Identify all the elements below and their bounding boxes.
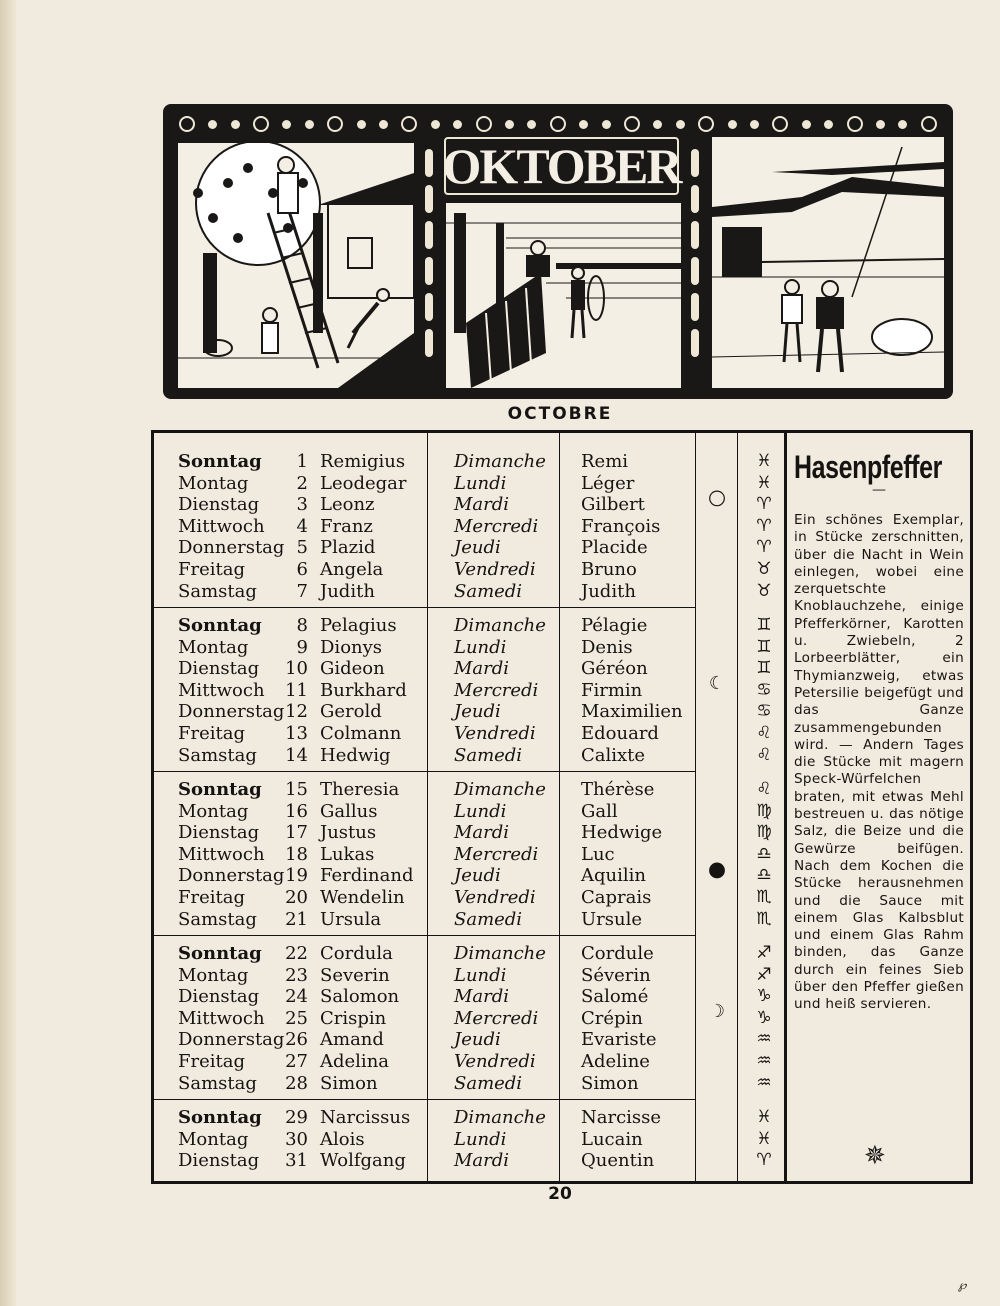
day-number: 21 (285, 908, 308, 930)
month-title-box (444, 137, 679, 195)
saint-name-french: Remi (581, 451, 629, 472)
day-number: 2 (296, 472, 308, 494)
zodiac-icon: ♈ (756, 537, 772, 558)
day-name-french: Vendredi (454, 887, 536, 908)
calendar-day-row (154, 965, 784, 987)
saint-name-french: Narcisse (581, 1107, 662, 1128)
calendar-day-row (154, 1029, 784, 1051)
day-name-french: Vendredi (454, 1051, 536, 1072)
zodiac-icon: ♒ (756, 1051, 772, 1071)
apple-harvest-illustration (176, 141, 416, 390)
saint-name: Judith (320, 580, 375, 602)
day-name-french: Lundi (454, 800, 507, 822)
zodiac-icon: ♌ (756, 744, 772, 765)
day-name: Freitag (178, 723, 245, 744)
day-name-french: Dimanche (454, 451, 546, 472)
calendar-day-row (154, 637, 784, 659)
calendar-day-row (154, 1073, 784, 1095)
recipe-box (794, 441, 964, 1014)
zodiac-icon: ♓ (756, 472, 772, 493)
day-name-french: Samedi (454, 908, 523, 930)
saint-name-french: Evariste (581, 1029, 657, 1051)
saint-name: Wolfgang (320, 1150, 406, 1172)
saint-name-french: Caprais (581, 887, 652, 908)
day-name: Dienstag (178, 658, 260, 680)
day-number: 20 (285, 887, 308, 908)
zodiac-icon: ♓ (756, 1107, 772, 1127)
day-name: Donnerstag (178, 537, 285, 559)
day-number: 17 (285, 822, 308, 844)
saint-name: Narcissus (320, 1107, 411, 1128)
kite-flying-illustration (710, 135, 946, 390)
saint-name-french: Crépin (581, 1007, 643, 1029)
ornament-icon: ✵ (864, 1141, 886, 1171)
day-name-french: Mardi (454, 986, 510, 1008)
week-divider (154, 1099, 695, 1100)
week-divider (154, 935, 695, 936)
day-name: Sonntag (178, 779, 262, 800)
day-number: 31 (285, 1150, 308, 1172)
saint-name-french: Judith (581, 580, 636, 602)
corner-mark: ℘ (958, 1278, 967, 1292)
zodiac-icon: ♊ (756, 658, 772, 679)
saint-name: Angela (320, 559, 384, 580)
saint-name-french: Géréon (581, 658, 648, 680)
moon-phase-icon: ☽ (708, 1001, 726, 1022)
day-name-french: Jeudi (454, 865, 501, 887)
saint-name: Gallus (320, 800, 378, 822)
day-number: 12 (285, 701, 308, 723)
saint-name: Hedwig (320, 744, 391, 766)
saint-name-french: Simon (581, 1072, 639, 1094)
saint-name-french: Aquilin (581, 865, 646, 887)
zodiac-icon: ♒ (756, 1029, 772, 1050)
recipe-text: Ein schönes Exemplar, in Stücke zerschnitten, über die Nacht in Wein einlegen, wobei eine zerquetschte Knoblauchzehe, einige Pfefferkörner, Karotten u. Zwiebeln, 2 Lorbeerblätter, ein Thymianzweig, etwas Petersilie beigefügt und das Ganze zusammengebunden wird. — Andern Tages die Stücke mit magern Speck-Würfelchen braten, mit etwas Mehl bestreuen u. das nötige Salz, die Beize und die Gewürze beifügen. Nach dem Kochen die Stücke herausnehmen und die Sauce mit einem Glas Kalbsblut und einem Glas Rahm binden, das Ganze durch ein feines Sieb über den Pfeffer gießen und heiß servieren. (794, 512, 964, 1013)
calendar-day-row (154, 1129, 784, 1151)
day-name: Mittwoch (178, 515, 265, 537)
day-name-french: Mercredi (454, 515, 539, 537)
saint-name-french: Thérèse (581, 779, 655, 800)
day-number: 30 (285, 1128, 308, 1150)
calendar-day-row (154, 581, 784, 603)
day-number: 15 (285, 779, 308, 800)
day-name: Montag (178, 472, 249, 494)
saint-name: Franz (320, 515, 373, 537)
calendar-day-row (154, 1008, 784, 1030)
calendar-day-row (154, 1150, 784, 1172)
saint-name: Amand (320, 1029, 384, 1051)
zodiac-icon: ♉ (756, 580, 772, 601)
saint-name-french: Gall (581, 800, 618, 822)
calendar-day-row (154, 1107, 784, 1129)
day-number: 9 (296, 636, 308, 658)
zodiac-icon: ♐ (756, 943, 772, 963)
calendar-day-row (154, 1051, 784, 1073)
calendar-day-row (154, 615, 784, 637)
saint-name: Justus (320, 822, 377, 844)
saint-name-french: Edouard (581, 723, 659, 744)
calendar-day-row (154, 451, 784, 473)
saint-name: Dionys (320, 636, 383, 658)
day-number: 28 (285, 1072, 308, 1094)
zodiac-icon: ♎ (756, 865, 772, 886)
saint-name-french: Adeline (581, 1051, 650, 1072)
zodiac-icon: ♌ (756, 779, 772, 799)
zodiac-icon: ♈ (756, 1150, 772, 1171)
saint-name: Ursula (320, 908, 382, 930)
saint-name: Leodegar (320, 472, 407, 494)
zodiac-icon: ♍ (756, 822, 772, 843)
day-name: Mittwoch (178, 843, 265, 865)
calendar-day-row (154, 701, 784, 723)
day-number: 3 (296, 494, 308, 516)
saint-name: Pelagius (320, 615, 397, 636)
day-name-french: Mardi (454, 494, 510, 516)
saint-name-french: Denis (581, 636, 633, 658)
saint-name-french: Hedwige (581, 822, 663, 844)
saint-name: Burkhard (320, 679, 407, 701)
saint-name-french: Bruno (581, 559, 637, 580)
day-name-french: Mardi (454, 658, 510, 680)
apple-harvest-drawing (178, 143, 414, 388)
day-number: 11 (285, 679, 308, 701)
calendar-day-row (154, 559, 784, 581)
moon-phase-icon: 🌕 (707, 489, 727, 510)
lakeside-illustration (444, 201, 683, 390)
banner-pillar-right (686, 141, 704, 386)
day-name: Samstag (178, 744, 257, 766)
day-name-french: Vendredi (454, 723, 536, 744)
calendar-day-row (154, 909, 784, 931)
calendar-day-row (154, 537, 784, 559)
saint-name-french: Léger (581, 472, 635, 494)
zodiac-icon: ♎ (756, 843, 772, 864)
day-name: Montag (178, 636, 249, 658)
calendar-day-row (154, 779, 784, 801)
day-name-french: Mardi (454, 1150, 510, 1172)
day-number: 5 (296, 537, 308, 559)
saint-name-french: Maximilien (581, 701, 683, 723)
day-name: Freitag (178, 559, 245, 580)
day-name: Dienstag (178, 1150, 260, 1172)
saint-name-french: Lucain (581, 1128, 643, 1150)
week-divider (154, 607, 695, 608)
day-number: 29 (285, 1107, 308, 1128)
calendar-day-row (154, 494, 784, 516)
day-name-french: Jeudi (454, 1029, 501, 1051)
calendar-day-row (154, 865, 784, 887)
saint-name-french: Quentin (581, 1150, 655, 1172)
day-name: Donnerstag (178, 701, 285, 723)
day-name-french: Dimanche (454, 1107, 546, 1128)
banner-pillar-left (420, 141, 438, 386)
zodiac-icon: ♏ (756, 887, 772, 907)
zodiac-icon: ♒ (756, 1072, 772, 1093)
day-name-french: Lundi (454, 472, 507, 494)
day-name: Dienstag (178, 822, 260, 844)
saint-name: Gerold (320, 701, 382, 723)
day-name-french: Mercredi (454, 843, 539, 865)
day-name-french: Lundi (454, 636, 507, 658)
day-name-french: Dimanche (454, 615, 546, 636)
day-number: 23 (285, 964, 308, 986)
zodiac-icon: ♊ (756, 636, 772, 657)
saint-name: Wendelin (320, 887, 405, 908)
calendar-day-row (154, 473, 784, 495)
calendar-day-row (154, 943, 784, 965)
day-name: Montag (178, 964, 249, 986)
day-number: 4 (296, 515, 308, 537)
day-name: Sonntag (178, 451, 262, 472)
saint-name: Ferdinand (320, 865, 414, 887)
saint-name-french: Pélagie (581, 615, 648, 636)
zodiac-icon: ♋ (756, 679, 772, 700)
calendar-table (151, 430, 973, 1184)
calendar-day-row (154, 887, 784, 909)
zodiac-icon: ♍ (756, 800, 772, 821)
zodiac-icon: ♑ (756, 986, 772, 1007)
day-name: Samstag (178, 580, 257, 602)
zodiac-icon: ♊ (756, 615, 772, 635)
day-name-french: Samedi (454, 744, 523, 766)
day-name: Montag (178, 1128, 249, 1150)
day-name-french: Samedi (454, 1072, 523, 1094)
saint-name: Crispin (320, 1007, 387, 1029)
day-number: 13 (285, 723, 308, 744)
day-name: Dienstag (178, 986, 260, 1008)
zodiac-icon: ♓ (756, 451, 772, 471)
calendar-day-row (154, 745, 784, 767)
calendar-day-row (154, 680, 784, 702)
saint-name: Cordula (320, 943, 393, 964)
day-number: 10 (285, 658, 308, 680)
calendar-day-row (154, 658, 784, 680)
saint-name-french: Séverin (581, 964, 651, 986)
day-number: 22 (285, 943, 308, 964)
day-name: Donnerstag (178, 1029, 285, 1051)
day-name: Mittwoch (178, 679, 265, 701)
day-name-french: Vendredi (454, 559, 536, 580)
saint-name-french: Salomé (581, 986, 649, 1008)
saint-name-french: Placide (581, 537, 648, 559)
calendar-day-row (154, 822, 784, 844)
october-banner (163, 104, 953, 399)
saint-name: Simon (320, 1072, 378, 1094)
day-name-french: Mercredi (454, 679, 539, 701)
day-name-french: Jeudi (454, 701, 501, 723)
day-name: Sonntag (178, 943, 262, 964)
saint-name: Salomon (320, 986, 400, 1008)
saint-name: Gideon (320, 658, 385, 680)
day-name-french: Mardi (454, 822, 510, 844)
day-name-french: Dimanche (454, 943, 546, 964)
calendar-day-row (154, 801, 784, 823)
day-number: 7 (296, 580, 308, 602)
day-number: 27 (285, 1051, 308, 1072)
day-name: Samstag (178, 1072, 257, 1094)
week-divider (154, 771, 695, 772)
day-name-french: Mercredi (454, 1007, 539, 1029)
page-edge (0, 0, 16, 1306)
saint-name: Alois (320, 1128, 365, 1150)
saint-name-french: François (581, 515, 661, 537)
month-title: OKTOBER (442, 138, 681, 194)
saint-name: Plazid (320, 537, 376, 559)
saint-name: Lukas (320, 843, 375, 865)
recipe-title-dash: — (872, 482, 886, 498)
day-number: 18 (285, 843, 308, 865)
day-number: 14 (285, 744, 308, 766)
calendar-day-row (154, 516, 784, 538)
saint-name-french: Cordule (581, 943, 654, 964)
day-name-french: Dimanche (454, 779, 546, 800)
moon-phase-icon: ☾ (708, 673, 726, 694)
day-name: Dienstag (178, 494, 260, 516)
zodiac-icon: ♑ (756, 1007, 772, 1028)
saint-name-french: Luc (581, 843, 615, 865)
day-name: Sonntag (178, 1107, 262, 1128)
day-number: 25 (285, 1007, 308, 1029)
day-name: Freitag (178, 887, 245, 908)
saint-name: Remigius (320, 451, 406, 472)
day-number: 19 (285, 865, 308, 887)
saint-name-french: Gilbert (581, 494, 645, 516)
zodiac-icon: ♉ (756, 559, 772, 579)
day-name: Montag (178, 800, 249, 822)
calendar-day-row (154, 986, 784, 1008)
recipe-title: Hasenpfeffer (794, 449, 942, 485)
day-name: Samstag (178, 908, 257, 930)
zodiac-icon: ♓ (756, 1128, 772, 1149)
day-number: 26 (285, 1029, 308, 1051)
calendar-day-row (154, 723, 784, 745)
page-number: 20 (548, 1184, 572, 1204)
zodiac-icon: ♋ (756, 701, 772, 722)
saint-name: Theresia (320, 779, 400, 800)
kite-flying-drawing (712, 137, 944, 388)
day-name-french: Lundi (454, 1128, 507, 1150)
lakeside-drawing (446, 203, 681, 388)
saint-name: Severin (320, 964, 390, 986)
day-number: 6 (296, 559, 308, 580)
zodiac-icon: ♈ (756, 494, 772, 515)
saint-name: Leonz (320, 494, 375, 516)
month-subtitle-french: OCTOBRE (507, 404, 613, 424)
saint-name: Colmann (320, 723, 402, 744)
day-name: Sonntag (178, 615, 262, 636)
recipe-divider (784, 433, 787, 1181)
saint-name-french: Ursule (581, 908, 643, 930)
moon-phase-icon: 🌑 (707, 861, 727, 882)
day-name-french: Lundi (454, 964, 507, 986)
zodiac-icon: ♈ (756, 515, 772, 536)
saint-name-french: Calixte (581, 744, 646, 766)
day-number: 1 (296, 451, 308, 472)
day-number: 24 (285, 986, 308, 1008)
zodiac-icon: ♐ (756, 964, 772, 985)
day-name-french: Samedi (454, 580, 523, 602)
zodiac-icon: ♌ (756, 723, 772, 743)
day-name: Mittwoch (178, 1007, 265, 1029)
banner-dot-border (172, 113, 944, 135)
day-name: Freitag (178, 1051, 245, 1072)
day-name-french: Jeudi (454, 537, 501, 559)
saint-name-french: Firmin (581, 679, 643, 701)
calendar-day-row (154, 844, 784, 866)
zodiac-icon: ♏ (756, 908, 772, 929)
day-number: 16 (285, 800, 308, 822)
day-name: Donnerstag (178, 865, 285, 887)
day-number: 8 (296, 615, 308, 636)
saint-name: Adelina (320, 1051, 390, 1072)
